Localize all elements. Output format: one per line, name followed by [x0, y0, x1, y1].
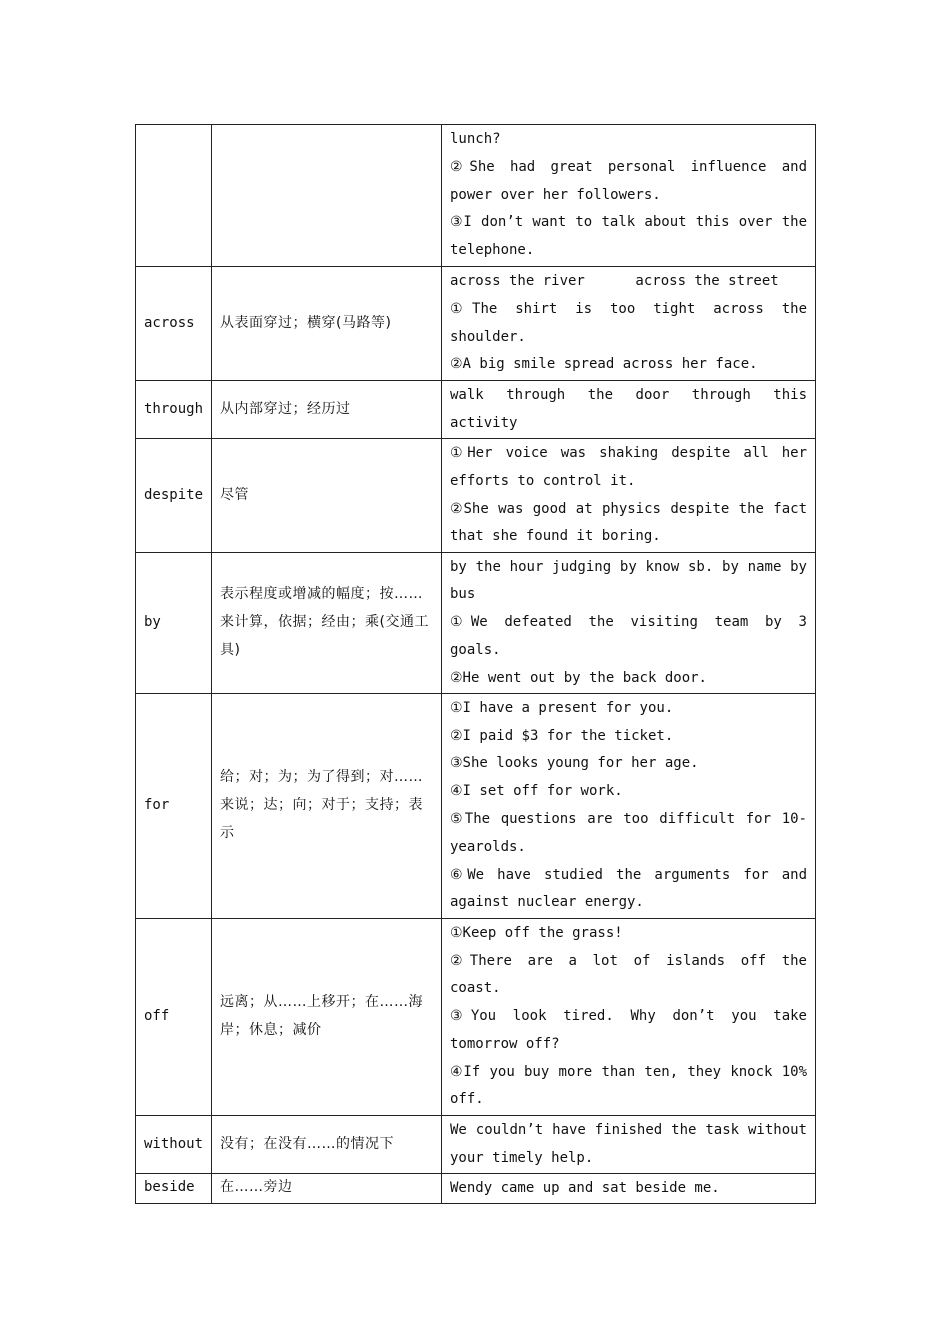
example-line: across the river across the street — [450, 272, 779, 289]
example-line: Wendy came up and sat beside me. — [450, 1179, 720, 1196]
word-cell: by — [136, 553, 212, 694]
example-line: ⑥We have studied the arguments for and against nuclear energy. — [450, 866, 807, 911]
meaning-cell: 给；对；为；为了得到；对……来说；达；向；对于；支持；表示 — [212, 694, 442, 919]
examples-cell — [442, 381, 816, 439]
examples-cell — [442, 694, 816, 919]
example-line: ①We defeated the visiting team by 3 goals. — [450, 614, 807, 658]
meaning-cell: 从内部穿过；经历过 — [212, 381, 442, 439]
example-line: ⑤The questions are too difficult for 10-yearolds. — [450, 811, 807, 855]
table-row — [136, 125, 816, 267]
word-cell: beside — [136, 1174, 212, 1204]
example-line: ②There are a lot of islands off the coast. — [450, 952, 807, 997]
example-line: ①Her voice was shaking despite all her efforts to control it. — [450, 444, 807, 489]
example-line: ①The shirt is too tight across the shoulder. — [450, 300, 807, 345]
example-line: ②She was good at physics despite the fact that she found it boring. — [450, 500, 807, 545]
example-line: ②A big smile spread across her face. — [450, 356, 758, 373]
example-line: by the hour judging by know sb. by name by bus — [450, 558, 807, 603]
table-row — [136, 694, 816, 919]
example-line: ④I set off for work. — [450, 783, 623, 800]
example-line: ③I don’t want to talk about this over the telephone. — [450, 214, 807, 259]
preposition-table — [135, 124, 816, 1204]
table-row — [136, 439, 816, 553]
table-row — [136, 919, 816, 1116]
meaning-cell — [212, 125, 442, 267]
table-row — [136, 1116, 816, 1174]
example-line: We couldn’t have finished the task without your timely help. — [450, 1121, 807, 1166]
table-row — [136, 553, 816, 694]
examples-cell — [442, 267, 816, 381]
meaning-cell: 没有；在没有……的情况下 — [212, 1116, 442, 1174]
word-cell: across — [136, 267, 212, 381]
word-cell: without — [136, 1116, 212, 1174]
example-line: ④If you buy more than ten, they knock 10% off. — [450, 1063, 807, 1108]
meaning-cell: 表示程度或增减的幅度；按……来计算，依据；经由；乘(交通工具) — [212, 553, 442, 694]
meaning-cell: 尽管 — [212, 439, 442, 553]
example-line: lunch? — [450, 131, 501, 147]
meaning-cell: 在……旁边 — [212, 1174, 442, 1204]
word-cell: through — [136, 381, 212, 439]
word-cell: despite — [136, 439, 212, 553]
table-row — [136, 267, 816, 381]
examples-cell — [442, 1116, 816, 1174]
example-line: ②She had great personal influence and power over her followers. — [450, 158, 807, 203]
example-line: ③She looks young for her age. — [450, 755, 699, 772]
example-line: walk through the door through this activity — [450, 386, 807, 431]
table-row — [136, 1174, 816, 1204]
word-cell — [136, 125, 212, 267]
examples-cell — [442, 553, 816, 694]
example-line: ③You look tired. Why don’t you take tomorrow off? — [450, 1008, 807, 1052]
word-cell: off — [136, 919, 212, 1116]
example-line: ①I have a present for you. — [450, 699, 674, 716]
examples-cell — [442, 1174, 816, 1204]
meaning-cell: 从表面穿过；横穿(马路等) — [212, 267, 442, 381]
examples-cell — [442, 919, 816, 1116]
example-line: ②He went out by the back door. — [450, 669, 707, 686]
examples-cell — [442, 439, 816, 553]
example-line: ①Keep off the grass! — [450, 924, 623, 941]
examples-cell — [442, 125, 816, 267]
example-line: ②I paid $3 for the ticket. — [450, 727, 674, 744]
meaning-cell: 远离；从……上移开；在……海岸；休息；减价 — [212, 919, 442, 1116]
table-row — [136, 381, 816, 439]
word-cell: for — [136, 694, 212, 919]
